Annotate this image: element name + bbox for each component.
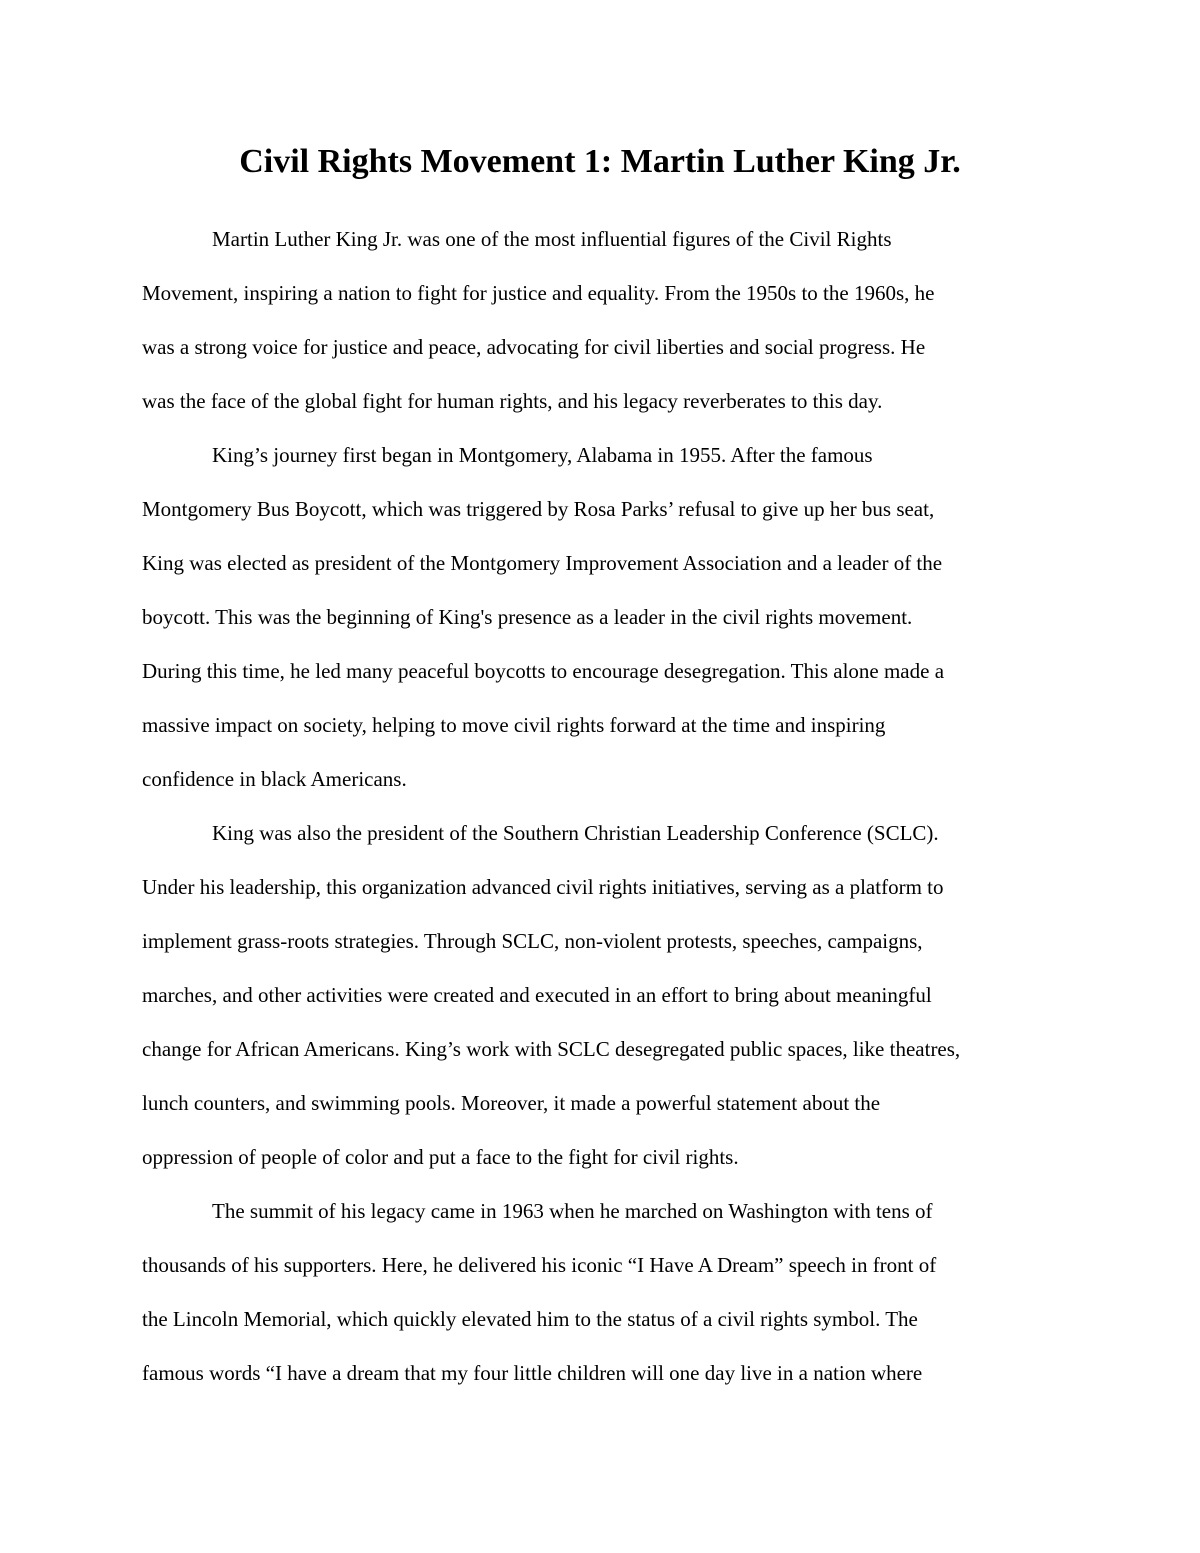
- paragraph-line: oppression of people of color and put a face to the fight for civil rights.: [142, 1145, 739, 1169]
- paragraph-4: [142, 1184, 1063, 1400]
- paragraph-line: Martin Luther King Jr. was one of the most influential figures of the Civil Rights: [212, 227, 892, 251]
- paragraph-line: marches, and other activities were created and executed in an effort to bring about meaningful: [142, 983, 932, 1007]
- paragraph-line: thousands of his supporters. Here, he delivered his iconic “I Have A Dream” speech in front of: [142, 1253, 937, 1277]
- paragraph-line: Movement, inspiring a nation to fight for justice and equality. From the 1950s to the 1960s, he: [142, 281, 935, 305]
- paragraph-line: boycott. This was the beginning of King's presence as a leader in the civil rights movement.: [142, 605, 913, 629]
- paragraph-line: Under his leadership, this organization advanced civil rights initiatives, serving as a platform to: [142, 875, 944, 899]
- paragraph-line: King was also the president of the Southern Christian Leadership Conference (SCLC).: [212, 821, 939, 845]
- paragraph-line: massive impact on society, helping to move civil rights forward at the time and inspiring: [142, 713, 886, 737]
- paragraph-1: [142, 212, 1063, 428]
- paragraph-line: During this time, he led many peaceful boycotts to encourage desegregation. This alone made a: [142, 659, 945, 683]
- paragraph-line: The summit of his legacy came in 1963 when he marched on Washington with tens of: [212, 1199, 933, 1223]
- paragraph-line: King’s journey first began in Montgomery, Alabama in 1955. After the famous: [212, 443, 873, 467]
- paragraph-line: the Lincoln Memorial, which quickly elevated him to the status of a civil rights symbol. The: [142, 1307, 918, 1331]
- paragraph-line: famous words “I have a dream that my four little children will one day live in a nation where: [142, 1361, 923, 1385]
- paragraph-line: King was elected as president of the Montgomery Improvement Association and a leader of the: [142, 551, 943, 575]
- document-title: Civil Rights Movement 1: Martin Luther King Jr.: [239, 143, 961, 180]
- paragraph-2: [142, 428, 1063, 806]
- paragraph-line: was a strong voice for justice and peace, advocating for civil liberties and social progress. He: [142, 335, 926, 359]
- paragraph-line: was the face of the global fight for human rights, and his legacy reverberates to this day.: [142, 389, 883, 413]
- paragraph-line: Montgomery Bus Boycott, which was triggered by Rosa Parks’ refusal to give up her bus seat,: [142, 497, 935, 521]
- paragraph-line: change for African Americans. King’s work with SCLC desegregated public spaces, like theatres,: [142, 1037, 961, 1061]
- paragraph-line: lunch counters, and swimming pools. Moreover, it made a powerful statement about the: [142, 1091, 881, 1115]
- paragraph-3: [142, 806, 1063, 1184]
- paragraph-line: confidence in black Americans.: [142, 767, 407, 791]
- document-body: [142, 212, 1063, 1400]
- paragraph-line: implement grass-roots strategies. Through SCLC, non-violent protests, speeches, campaigns,: [142, 929, 923, 953]
